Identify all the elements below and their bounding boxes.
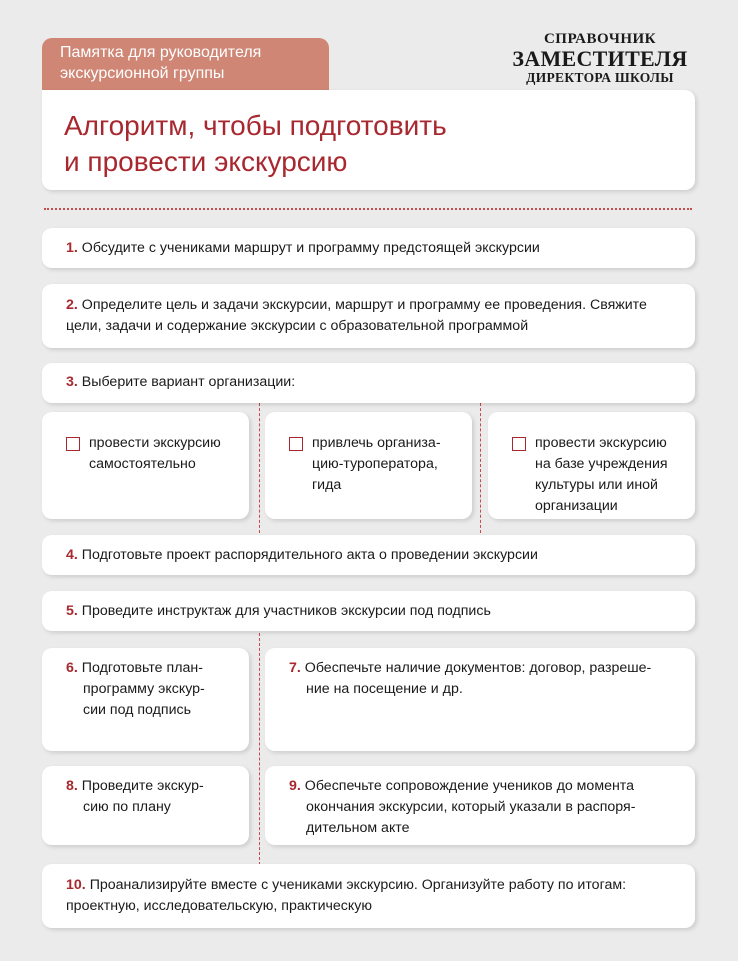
dashed-connector: [259, 403, 260, 533]
step-text: ние на посещение и др.: [306, 681, 463, 697]
dashed-connector: [480, 403, 481, 533]
step-text: дительном акте: [306, 820, 410, 836]
option-text: провести экскурсию: [89, 435, 221, 451]
step-text: Подготовьте проект распорядительного акта о проведении экскурсии: [81, 547, 538, 563]
option-card-tour-operator: [265, 412, 472, 519]
step-text: Обеспечьте сопровождение учеников до момента: [304, 778, 635, 794]
option-card-culture-institution: [488, 412, 695, 519]
step-number: 9.: [289, 778, 301, 794]
logo-line: ЗАМЕСТИТЕЛЯ: [512, 46, 688, 71]
step-text: проектную, исследовательскую, практическую: [66, 898, 373, 914]
step-text: Подготовьте план-: [81, 660, 203, 676]
step-card-1: [42, 228, 695, 268]
option-text: культуры или иной: [535, 477, 658, 493]
step-text: сии под подпись: [83, 702, 191, 718]
step-text: программу экскур-: [83, 681, 205, 697]
checkbox[interactable]: [289, 437, 303, 451]
step-number: 6.: [66, 660, 78, 676]
step-number: 5.: [66, 603, 78, 619]
option-text: провести экскурсию: [535, 435, 667, 451]
page-title-line: и провести экскурсию: [64, 146, 348, 177]
step-number: 7.: [289, 660, 301, 676]
memo-tag: [42, 38, 329, 90]
step-number: 1.: [66, 240, 78, 256]
step-text: Обеспечьте наличие документов: договор, разреше-: [304, 660, 652, 676]
step-text: Обсудите с учениками маршрут и программу предстоящей экскурсии: [81, 240, 540, 256]
step-number: 10.: [66, 877, 86, 893]
logo-line: СПРАВОЧНИК: [543, 31, 657, 47]
step-card-3: [42, 363, 695, 403]
checkbox[interactable]: [66, 437, 80, 451]
option-text: привлечь организа-: [312, 435, 441, 451]
step-card-9: [265, 766, 695, 845]
memo-tag-line: экскурсионной группы: [60, 65, 225, 82]
checkbox[interactable]: [512, 437, 526, 451]
logo-line: ДИРЕКТОРА ШКОЛЫ: [526, 70, 674, 85]
dashed-connector: [259, 633, 260, 865]
title-card: [42, 90, 695, 190]
step-card-7: [265, 648, 695, 751]
option-text: самостоятельно: [89, 456, 196, 472]
page-title-line: Алгоритм, чтобы подготовить: [64, 110, 447, 141]
memo-tag-line: Памятка для руководителя: [60, 44, 262, 61]
step-card-8: [42, 766, 249, 845]
step-card-6: [42, 648, 249, 751]
option-text: организации: [535, 498, 618, 514]
step-text: сию по плану: [83, 799, 171, 815]
step-text: Проведите экскур-: [81, 778, 204, 794]
step-card-2: [42, 284, 695, 348]
step-number: 2.: [66, 297, 78, 313]
step-text: Выберите вариант организации:: [81, 374, 296, 390]
option-card-self: [42, 412, 249, 519]
option-text: цию-туроператора,: [312, 456, 438, 472]
option-text: на базе учреждения: [535, 456, 668, 472]
step-text: окончания экскурсии, который указали в распоря-: [306, 799, 636, 815]
step-text: Определите цель и задачи экскурсии, маршрут и программу ее проведения. Свяжите: [81, 297, 647, 313]
step-card-10: [42, 864, 695, 928]
step-text: цели, задачи и содержание экскурсии с образовательной программой: [66, 318, 529, 334]
step-card-4: [42, 535, 695, 575]
step-number: 8.: [66, 778, 78, 794]
publication-logo: [500, 30, 700, 86]
step-card-5: [42, 591, 695, 631]
dotted-divider: [44, 208, 692, 210]
step-number: 3.: [66, 374, 78, 390]
step-text: Проведите инструктаж для участников экскурсии под подпись: [81, 603, 491, 619]
step-number: 4.: [66, 547, 78, 563]
option-text: гида: [312, 477, 342, 493]
step-text: Проанализируйте вместе с учениками экскурсию. Организуйте работу по итогам:: [89, 877, 627, 893]
